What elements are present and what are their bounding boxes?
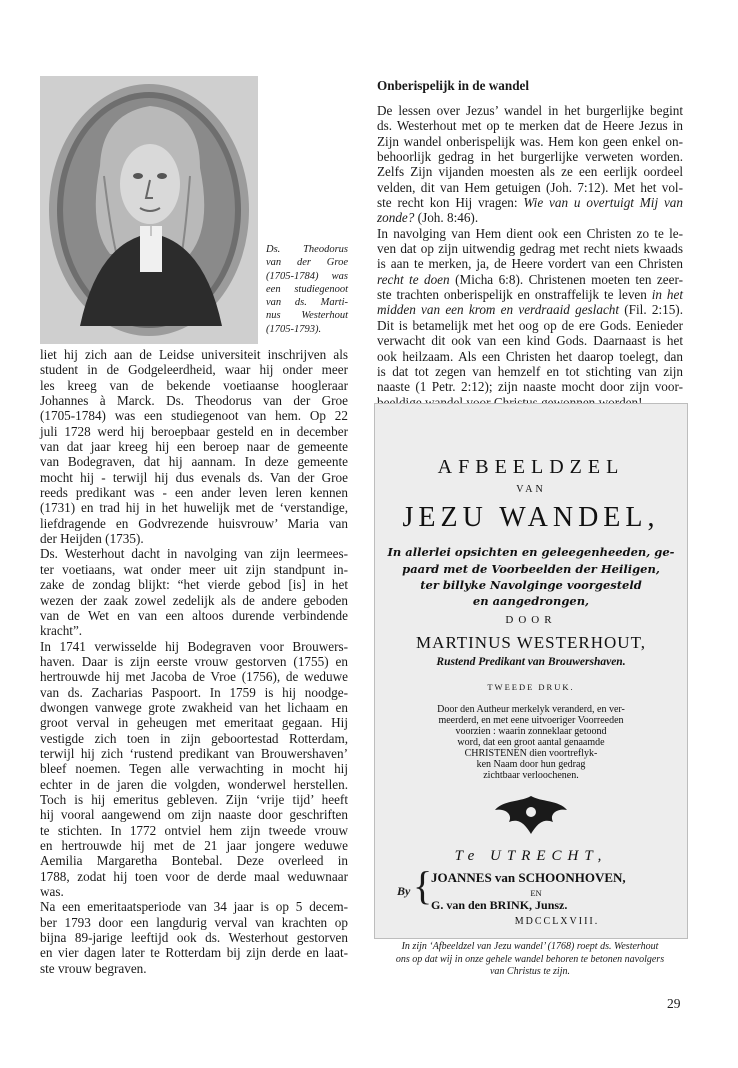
title-page-caption bbox=[374, 941, 686, 979]
text-line: echter in de jaren die volgden, wonderwel herstellen. bbox=[40, 776, 348, 792]
text-line: was. bbox=[40, 884, 64, 900]
text-run: ste recht kon Hij vragen: bbox=[377, 195, 524, 211]
italic-run: zonde? bbox=[377, 210, 415, 226]
text-line bbox=[377, 118, 683, 133]
subtitle-line: In allerlei opsichten en geleegenheeden, ge- bbox=[387, 545, 675, 559]
note-line: Door den Autheur merkelyk veranderd, en ver- bbox=[437, 704, 625, 715]
text-run: verwacht dit ook van een kind Gods. Daarnaast is het bbox=[377, 333, 683, 349]
note-line: CHRISTENEN dien voortreflyk- bbox=[464, 748, 598, 759]
text-run: is dat tot zegen van hemzelf en tot stichting van zijn bbox=[377, 363, 683, 379]
by-label: By bbox=[397, 884, 411, 898]
text-line: groot verval in geheugen met emeritaat gegaan. Hij bbox=[40, 715, 348, 731]
note-line: voorzien : waarin zonneklaar getoond bbox=[455, 726, 607, 737]
text-line bbox=[377, 149, 683, 164]
page-number: 29 bbox=[667, 996, 681, 1011]
text-line bbox=[377, 226, 683, 241]
italic-run: in het bbox=[651, 287, 683, 303]
text-run: (Joh. 8:46). bbox=[414, 210, 479, 226]
caption-line: van ds. Marti- bbox=[266, 297, 348, 309]
text-run: (Micha 6:8). Christenen moeten ten zeer- bbox=[449, 271, 684, 287]
text-line: mocht hij - terwijl hij dus evenals ds. Van der Groe bbox=[40, 469, 348, 485]
text-run: ook heilzaam. Als een Christen het daarop toelegt, dan bbox=[377, 348, 683, 364]
text-line: ter voetiaans, wat onder meer uit zijn standpunt in- bbox=[40, 561, 348, 577]
text-run: De lessen over Jezus’ wandel in het burgerlijke begint bbox=[377, 103, 683, 118]
city: Te UTRECHT, bbox=[454, 848, 608, 864]
text-line: Na een emeritaatsperiode van 34 jaar is op 5 decem- bbox=[40, 899, 348, 915]
author-title: Rustend Predikant van Brouwershaven. bbox=[436, 656, 626, 668]
text-run: Zijn wandel onberispelijk was. Hem kon geen enkel on- bbox=[377, 133, 683, 149]
text-line: juli 1728 werd hij beroepbaar gesteld en in december bbox=[40, 423, 348, 439]
text-line: haven. Daar is zijn eerste vrouw gestorven (1755) en bbox=[40, 653, 348, 669]
text-run: Zelfs Zijn vijanden moesten als ze een eerlijk oordeel bbox=[377, 164, 683, 180]
text-line bbox=[377, 103, 683, 118]
text-run: (Fil. 2:15). bbox=[619, 302, 683, 318]
right-column-text bbox=[377, 103, 683, 410]
text-line: kracht”. bbox=[40, 623, 83, 639]
portrait-caption bbox=[266, 243, 348, 336]
text-line bbox=[377, 180, 683, 195]
text-line: Toch is hij emeritus gebleven. Zijn ‘vrije tijd’ heeft bbox=[40, 791, 348, 807]
text-line: (1705-1784) was een studiegenoot van hem. Op 22 bbox=[40, 408, 348, 424]
note-line: meerderd, en met eene uitvoeriger Voorreeden bbox=[438, 715, 624, 726]
portrait-image bbox=[40, 76, 258, 344]
text-line: 1788, zodat hij toen voor de derde maal weduwnaar bbox=[40, 868, 348, 884]
text-line bbox=[377, 318, 683, 333]
text-line: Aemilia Margaretha Bontebal. Deze overleed in bbox=[40, 853, 348, 869]
author-name: MARTINUS WESTERHOUT, bbox=[416, 633, 646, 652]
text-line: liet hij zich aan de Leidse universiteit inschrijven als bbox=[40, 347, 348, 362]
brace-icon: { bbox=[413, 863, 433, 908]
title-line: AFBEELDZEL bbox=[437, 456, 625, 478]
text-line: van de Wet en van een altoos durende verbindende bbox=[40, 607, 348, 623]
text-line: en vier dagen later te Rotterdam bij zijn derde en laat- bbox=[40, 945, 348, 961]
printer-conjunction: EN bbox=[530, 888, 542, 898]
text-run: is aan te merken, ja, de Heere vordert van een Christen bbox=[377, 256, 683, 272]
text-line: van Bodegraven, dat hij aannam. In deze gemeente bbox=[40, 454, 348, 470]
text-run: behoorlijk gedrag in het burgerlijke verweten worden. bbox=[377, 149, 683, 165]
text-line: In 1741 verwisselde hij Bodegraven voor Brouwers- bbox=[40, 638, 348, 654]
note-line: word, dat een groot aantal genaamde bbox=[457, 737, 605, 748]
text-run: naaste (1 Petr. 2:12); zijn naaste mocht door zijn voor- bbox=[377, 379, 683, 395]
text-line: te stichten. In 1772 ontviel hem zijn tweede vrouw bbox=[40, 822, 348, 838]
text-line: (1731) en trad hij in het huwelijk met de ‘verstandige, bbox=[40, 500, 348, 516]
title-line: JEZU WANDEL, bbox=[402, 502, 660, 533]
text-line: Johannes à Marck. Ds. Theodorus van der Groe bbox=[40, 393, 348, 409]
left-column-text bbox=[40, 347, 348, 976]
printer-name: G. van den BRINK, Junsz. bbox=[431, 898, 568, 912]
text-line: ber 1793 door een langdurig verval van krachten op bbox=[40, 914, 348, 930]
by-line: DOOR bbox=[505, 614, 557, 626]
text-run: ste trachten onberispelijk en onstraffelijk te leven bbox=[377, 287, 652, 303]
text-line: van ds. Zacharias Paspoort. In 1759 is hij noodge- bbox=[40, 684, 348, 700]
italic-run: recht te doen bbox=[377, 271, 450, 287]
text-line: en hertrouwde hij met de 21 jaar jongere weduwe bbox=[40, 838, 348, 853]
text-line: van dat jaar kreeg hij een beroep naar de gemeente bbox=[40, 439, 348, 455]
text-line: der Heijden (1735). bbox=[40, 531, 144, 547]
text-line: zake de zondag blijkt: “het vierde gebod [is] in het bbox=[40, 577, 348, 593]
caption-line: (1705-1793). bbox=[266, 323, 322, 335]
text-line: bijna 89-jarige leeftijd ook ds. Westerhout gestorven bbox=[40, 930, 348, 946]
caption-line: van Christus te zijn. bbox=[489, 966, 570, 978]
note-line: ken Naam door hun gedrag bbox=[476, 759, 586, 770]
subtitle-line: paard met de Voorbeelden der Heiligen, bbox=[402, 562, 660, 576]
text-line: Ds. Westerhout dacht in navolging van zijn leermees- bbox=[40, 546, 348, 562]
text-line: wezen der zaak zowel zedelijk als de andere geboden bbox=[40, 592, 348, 608]
caption-line: ons op dat wij in onze gehele wandel behoren te betonen navolgers bbox=[395, 953, 665, 965]
text-line: vestigde zich toen in zijn geboortestad Rotterdam, bbox=[40, 730, 348, 746]
ornament-icon bbox=[491, 792, 571, 838]
text-line: student in de Godgeleerdheid, waar hij onder meer bbox=[40, 362, 348, 378]
text-run: velden, dit van Hem getuigen (Joh. 7:12). Met het vol- bbox=[377, 179, 683, 195]
title-page-image bbox=[374, 403, 688, 939]
note-line: zichtbaar verloochenen. bbox=[483, 770, 579, 781]
text-line bbox=[377, 379, 683, 394]
text-run: ven dat op zijn uitwendig gedrag met recht niets kwaads bbox=[377, 241, 683, 257]
subtitle-line: en aangedrongen, bbox=[472, 594, 590, 608]
text-line bbox=[377, 134, 683, 149]
text-line bbox=[377, 195, 683, 210]
text-run: Dit is betamelijk met het oog op de ere Gods. Eenieder bbox=[377, 317, 683, 333]
text-line bbox=[377, 364, 683, 379]
caption-line: een studiegenoot bbox=[266, 283, 348, 295]
subtitle-line: ter billyke Navolginge voorgesteld bbox=[420, 578, 642, 592]
text-line bbox=[377, 333, 683, 348]
caption-line: Ds. Theodorus bbox=[266, 244, 348, 255]
text-run: ds. Westerhout met op te merken dat de Heere Jezus in bbox=[377, 118, 683, 134]
caption-line: nus Westerhout bbox=[266, 310, 348, 322]
text-line bbox=[377, 287, 683, 302]
text-line bbox=[377, 349, 683, 364]
title-line: VAN bbox=[516, 484, 546, 495]
caption-line: (1705-1784) was bbox=[266, 270, 348, 282]
text-line: terwijl hij zich ‘rustend predikant van Brouwershaven’ bbox=[40, 745, 348, 761]
edition: TWEEDE DRUK. bbox=[487, 682, 575, 692]
text-line: ste vrouw begraven. bbox=[40, 960, 147, 976]
text-line: reeds predikant was - een ander leven leren kennen bbox=[40, 485, 348, 501]
caption-line: In zijn ‘Afbeeldzel van Jezu wandel’ (1768) roept ds. Westerhout bbox=[401, 941, 659, 952]
text-line: hij vooral aangewend om zijn naaste door geschriften bbox=[40, 807, 348, 823]
text-line: les kreeg van de bekende voetiaanse hoogleraar bbox=[40, 377, 348, 393]
italic-run: midden van een krom en verdraaid geslacht bbox=[377, 302, 620, 318]
text-line bbox=[377, 241, 683, 256]
section-heading: Onberispelijk in de wandel bbox=[377, 78, 530, 93]
text-line bbox=[377, 272, 683, 287]
text-line bbox=[377, 256, 683, 271]
text-line: liefdragende en Godvrezende huisvrouw’ Maria van bbox=[40, 515, 348, 531]
caption-line: van der Groe bbox=[266, 257, 348, 269]
text-line bbox=[377, 164, 683, 179]
text-line bbox=[377, 210, 683, 225]
italic-run: Wie van u overtuigt Mij van bbox=[523, 195, 683, 211]
text-line bbox=[377, 302, 683, 317]
year: MDCCLXVIII. bbox=[514, 916, 600, 927]
printer-name: JOANNES van SCHOONHOVEN, bbox=[431, 870, 626, 885]
text-line: bleef noemen. Tegen alle verwachting in mocht hij bbox=[40, 761, 348, 777]
text-line: hertrouwde hij met Jacoba de Vroe (1756), de weduwe bbox=[40, 669, 348, 685]
text-run: In navolging van Hem dient ook een Christen zo te le- bbox=[377, 225, 683, 241]
text-line: dwongen vanwege grote zwakheid van het lichaam en bbox=[40, 699, 348, 715]
